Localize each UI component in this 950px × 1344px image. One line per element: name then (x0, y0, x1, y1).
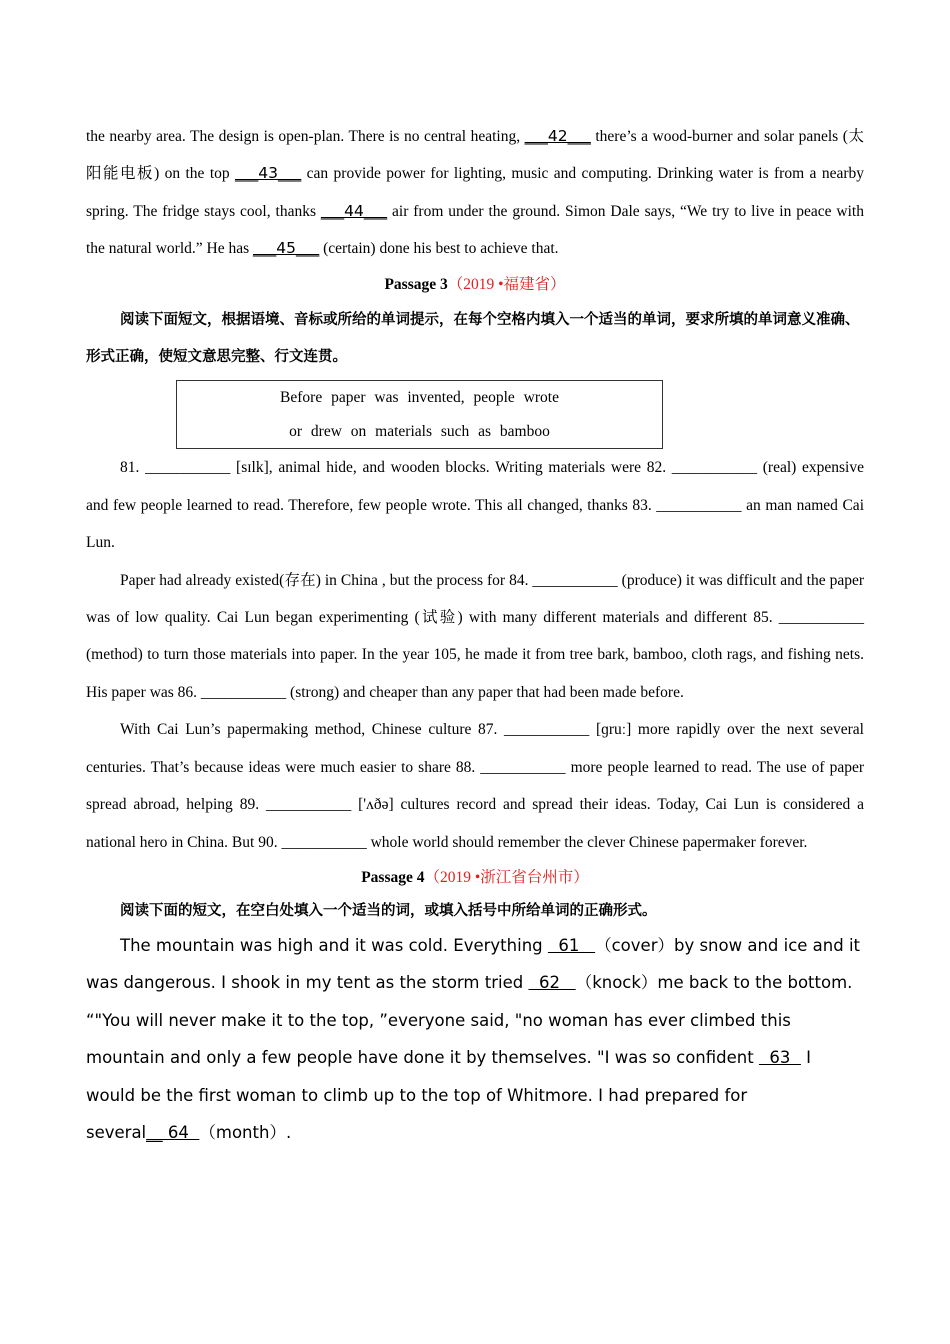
passage4-title (86, 861, 864, 895)
text-segment: The mountain was high and it was cold. Everything (120, 935, 548, 955)
passage3-title (86, 268, 864, 302)
document-page (86, 118, 864, 1151)
passage-source: （2019 •浙江省台州市） (424, 868, 589, 886)
passage3-instruction: 阅读下面短文，根据语境、音标或所给的单词提示，在每个空格内填入一个适当的单词，要求所填的单词意义准确、形式正确，使短文意思完整、行文连贯。 (86, 311, 860, 366)
text-segment: (certain) done his best to achieve that. (319, 240, 559, 258)
blank-42: ___42___ (524, 127, 591, 145)
text-segment: the nearby area. The design is open-plan. There is no central heating, (86, 128, 525, 145)
box-line-1: Before paper was invented, people wrote (280, 389, 559, 407)
text-segment: can provide power for lighting, music and computing. Drinking water is from a nearby spring. The fridge stays cool, thanks (86, 165, 864, 220)
passage4-paragraph (86, 927, 864, 1151)
example-box (176, 380, 663, 449)
blank-44: ___44___ (320, 201, 388, 220)
text-segment: there’s a wood-burner and solar panels (太阳能电板) on the top (86, 128, 864, 183)
passage2-tail (86, 118, 864, 268)
passage-source: （2019 •福建省） (447, 275, 566, 293)
text-segment: （month）. (199, 1122, 292, 1142)
blank-61: 61 (547, 935, 596, 955)
passage3-paragraph-1: 81. ___________ [sɪlk], animal hide, and wooden blocks. Writing materials were 82. ___________ (real) expensive and few people learned to read. Therefore, few people wrote. This all changed, thanks 83. ___________ an man named Cai Lun. (86, 459, 864, 552)
text-segment: I would be the first woman to climb up to the top of Whitmore. I had prepared for several (86, 1048, 812, 1142)
box-line-2: or drew on materials such as bamboo (289, 423, 550, 441)
blank-45: ___45___ (253, 239, 320, 258)
blank-64: __ 64 (146, 1122, 200, 1142)
passage-heading: Passage 3 (384, 275, 448, 293)
blank-62: 62 (528, 973, 576, 993)
text-segment: （knock）me back to the bottom. “"You will never make it to the top, ”everyone said, "no woman has ever climbed this mountain and only a few people have done it by themselves. "I was so confident (86, 973, 853, 1068)
passage3-paragraph-2: Paper had already existed(存在) in China , but the process for 84. ___________ (produce) it was difficult and the paper was of low quality. Cai Lun began experimenting (试验) with many different materials and different 85. ___________ (method) to turn those materials into paper. In the year 105, he made it from tree bark, bamboo, cloth rags, and fishing nets. His paper was 86. ___________ (strong) and cheaper than any paper that had been made before. (86, 571, 864, 701)
passage3-paragraph-3: With Cai Lun’s papermaking method, Chinese culture 87. ___________ [ɡruː] more rapidly over the next several centuries. That’s because ideas were much easier to share 88. ___________ more people learned to read. The use of paper spread abroad, helping 89. ___________ ['ʌðə] cultures record and spread their ideas. Today, Cai Lun is considered a national hero in China. But 90. ___________ whole world should remember the clever Chinese papermaker forever. (86, 721, 864, 851)
blank-43: ___43___ (235, 164, 302, 183)
text-segment: （cover）by snow and ice and it was dangerous. I shook in my tent as the storm tried (86, 935, 861, 993)
blank-63: 63 (758, 1048, 801, 1068)
passage4-instruction: 阅读下面的短文，在空白处填入一个适当的词，或填入括号中所给单词的正确形式。 (120, 902, 657, 919)
passage-heading: Passage 4 (361, 868, 425, 886)
text-segment: air from under the ground. Simon Dale says, “We try to live in peace with the natural world.” He has (86, 202, 864, 258)
